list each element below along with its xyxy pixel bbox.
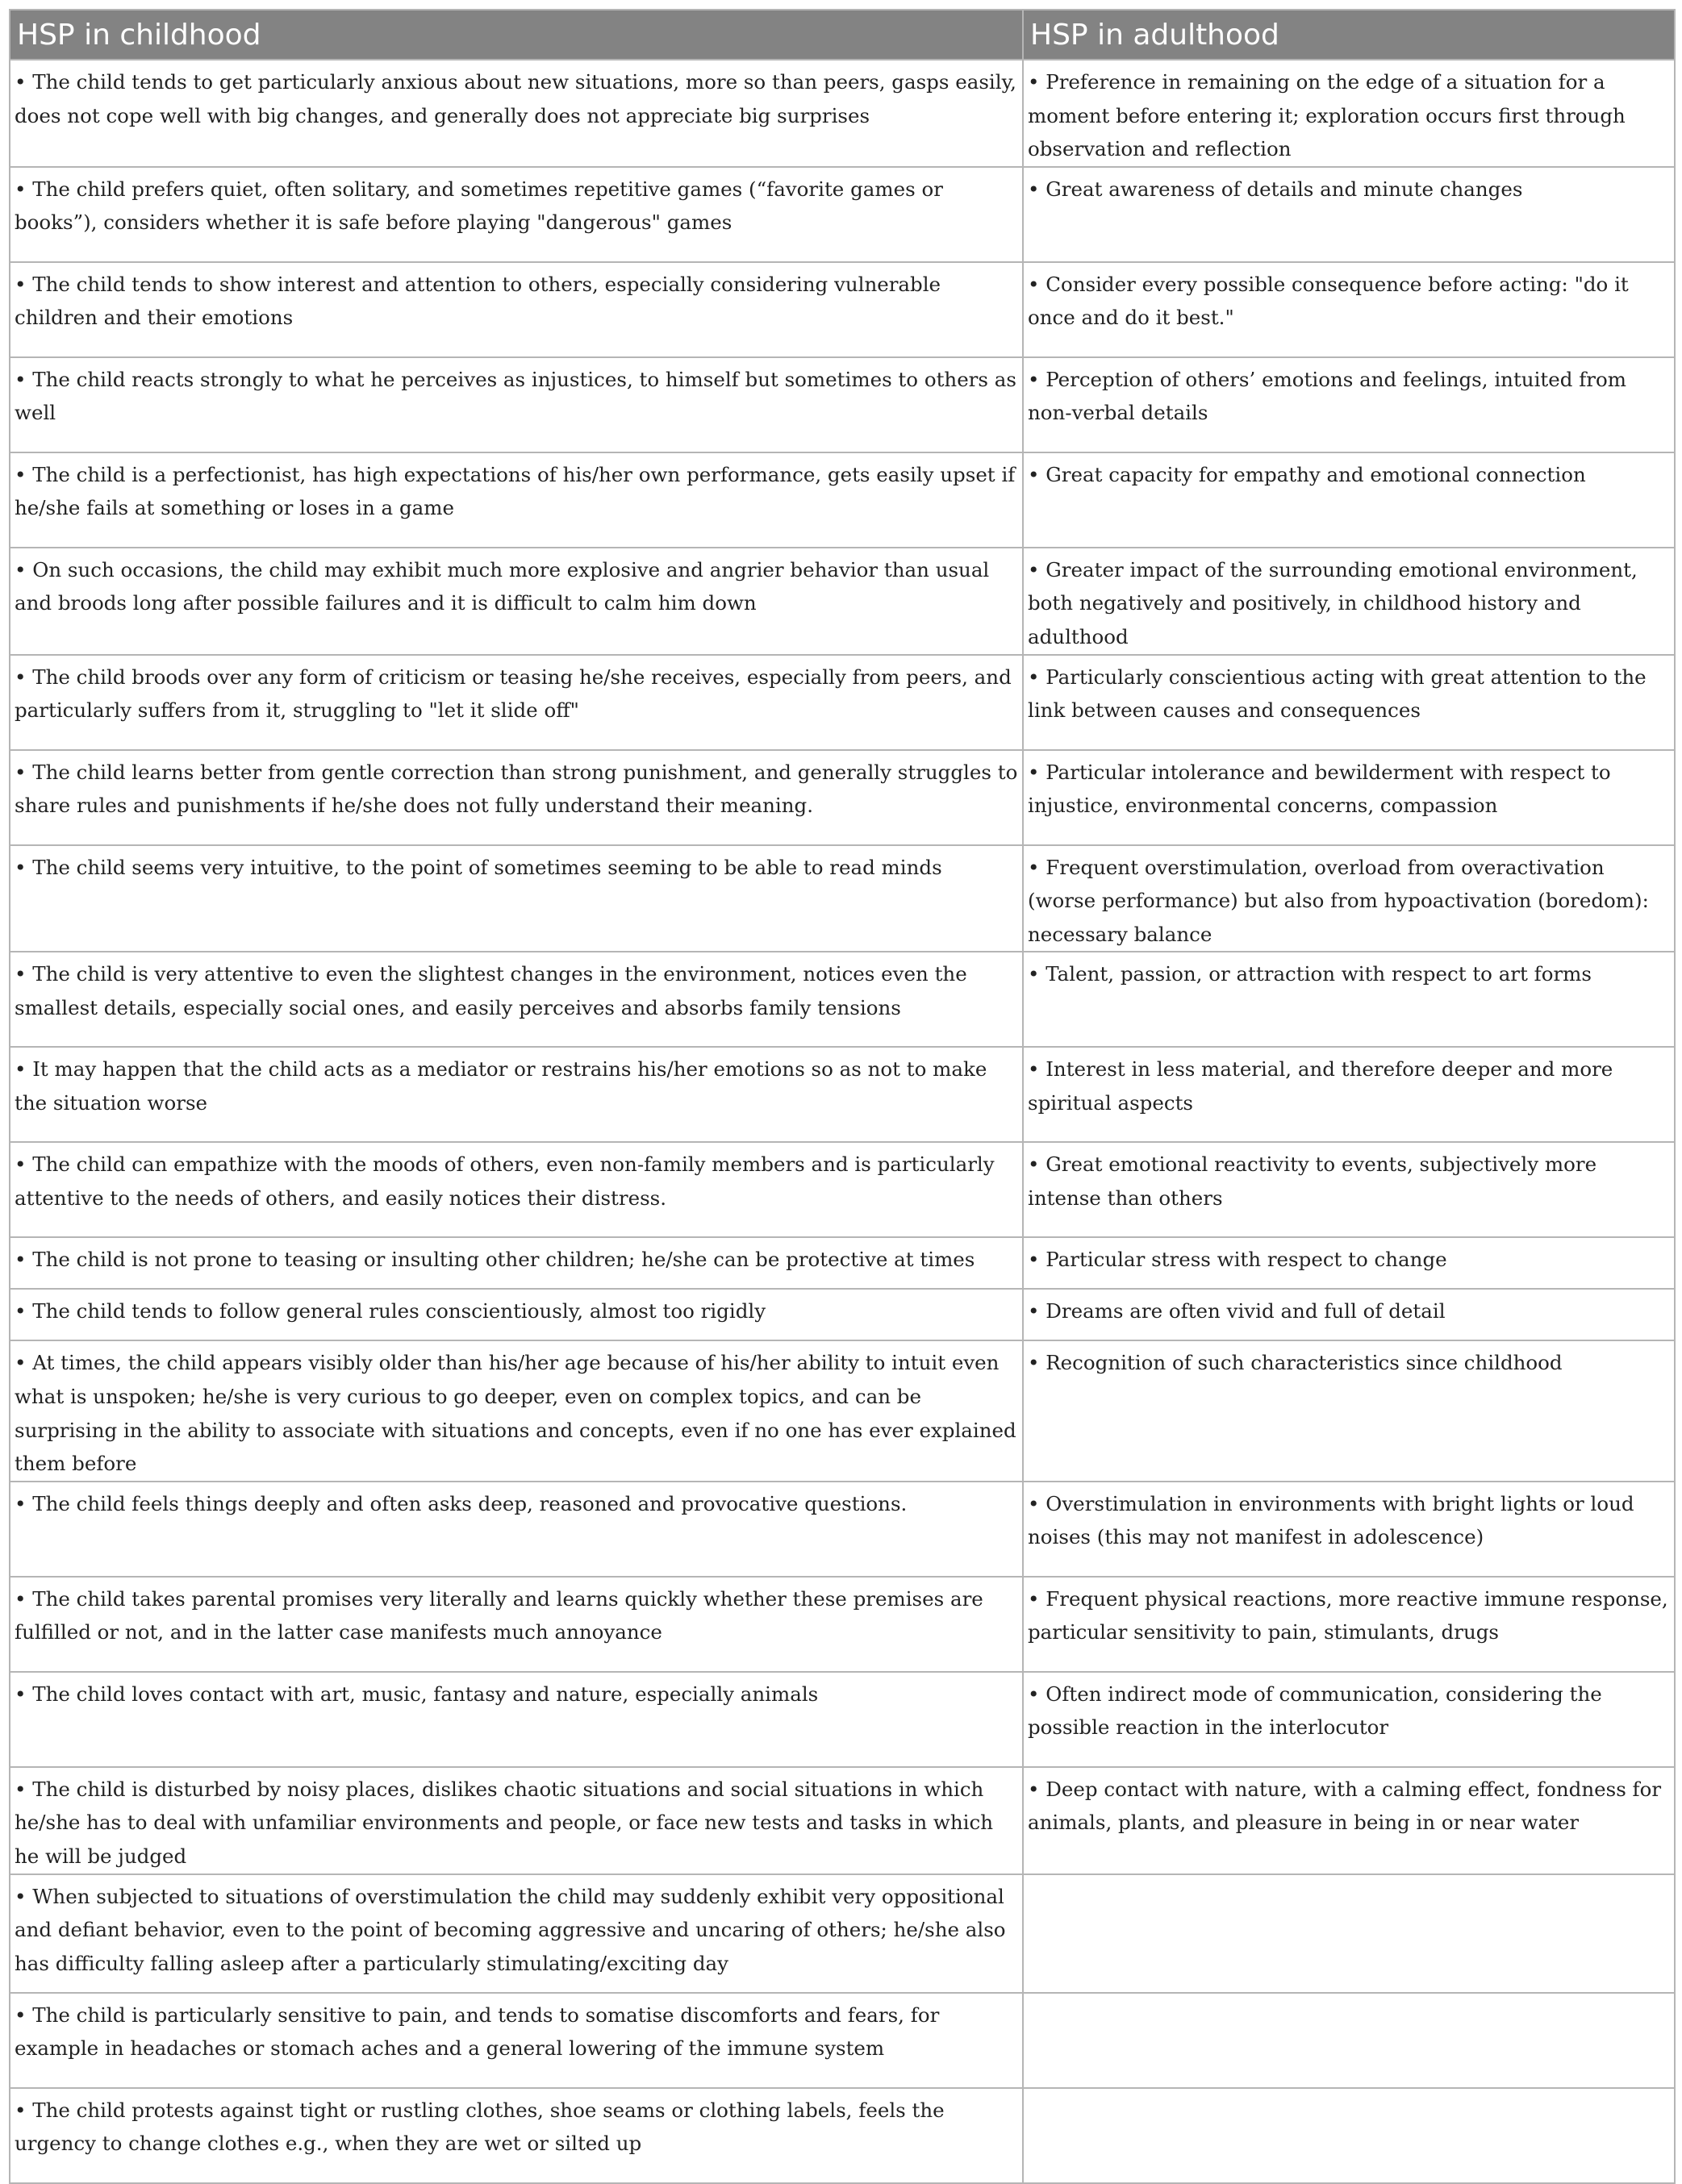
adulthood-cell: [1023, 1874, 1675, 1993]
childhood-cell: • The child takes parental promises very literally and learns quickly whether these premises are fulfilled or not, and in the latter case manifests much annoyance: [10, 1577, 1023, 1672]
adulthood-cell: • Frequent physical reactions, more reactive immune response, particular sensitivity to pain, stimulants, drugs: [1023, 1577, 1675, 1672]
childhood-cell: • The child tends to show interest and attention to others, especially considering vulnerable children and their emotions: [10, 262, 1023, 357]
adulthood-cell: • Particularly conscientious acting with great attention to the link between causes and consequences: [1023, 655, 1675, 750]
adulthood-cell: • Recognition of such characteristics since childhood: [1023, 1340, 1675, 1481]
adulthood-cell: • Talent, passion, or attraction with respect to art forms: [1023, 952, 1675, 1047]
childhood-cell: • When subjected to situations of overstimulation the child may suddenly exhibit very oppositional and defiant behavior, even to the point of becoming aggressive and uncaring of others; he/she also has difficulty falling asleep after a particularly stimulating/exciting day: [10, 1874, 1023, 1993]
adulthood-cell: • Consider every possible consequence before acting: "do it once and do it best.": [1023, 262, 1675, 357]
table-row: [10, 548, 1675, 655]
adulthood-cell: • Particular intolerance and bewilderment with respect to injustice, environmental concerns, compassion: [1023, 750, 1675, 845]
table-row: [10, 1767, 1675, 1874]
childhood-cell: • The child seems very intuitive, to the point of sometimes seeming to be able to read minds: [10, 845, 1023, 952]
table-row: [10, 1482, 1675, 1577]
childhood-cell: • The child is a perfectionist, has high expectations of his/her own performance, gets easily upset if he/she fails at something or loses in a game: [10, 452, 1023, 548]
childhood-cell: • The child reacts strongly to what he perceives as injustices, to himself but sometimes to others as well: [10, 357, 1023, 452]
table-row: [10, 1142, 1675, 1237]
adulthood-cell: • Deep contact with nature, with a calming effect, fondness for animals, plants, and pleasure in being in or near water: [1023, 1767, 1675, 1874]
adulthood-cell: • Overstimulation in environments with bright lights or loud noises (this may not manifest in adolescence): [1023, 1482, 1675, 1577]
childhood-cell: • The child protests against tight or rustling clothes, shoe seams or clothing labels, feels the urgency to change clothes e.g., when they are wet or silted up: [10, 2088, 1023, 2183]
adulthood-cell: • Perception of others’ emotions and feelings, intuited from non-verbal details: [1023, 357, 1675, 452]
adulthood-cell: [1023, 1993, 1675, 2088]
childhood-cell: • The child tends to follow general rules conscientiously, almost too rigidly: [10, 1289, 1023, 1340]
table-row: [10, 655, 1675, 750]
adulthood-cell: • Greater impact of the surrounding emotional environment, both negatively and positively, in childhood history and adulthood: [1023, 548, 1675, 655]
childhood-cell: • The child prefers quiet, often solitary, and sometimes repetitive games (“favorite games or books”), considers whether it is safe before playing "dangerous" games: [10, 167, 1023, 262]
header-row: [10, 10, 1675, 60]
table-row: [10, 1577, 1675, 1672]
table-row: [10, 1672, 1675, 1767]
childhood-cell: • The child is very attentive to even the slightest changes in the environment, notices even the smallest details, especially social ones, and easily perceives and absorbs family tensions: [10, 952, 1023, 1047]
childhood-cell: • It may happen that the child acts as a mediator or restrains his/her emotions so as not to make the situation worse: [10, 1047, 1023, 1142]
adulthood-cell: • Frequent overstimulation, overload from overactivation (worse performance) but also from hypoactivation (boredom): necessary balance: [1023, 845, 1675, 952]
hsp-table-container: [9, 9, 1674, 2184]
adulthood-cell: • Interest in less material, and therefore deeper and more spiritual aspects: [1023, 1047, 1675, 1142]
adulthood-cell: [1023, 2088, 1675, 2183]
header-childhood: HSP in childhood: [10, 10, 1023, 60]
adulthood-cell: • Particular stress with respect to change: [1023, 1237, 1675, 1289]
childhood-cell: • On such occasions, the child may exhibit much more explosive and angrier behavior than usual and broods long after possible failures and it is difficult to calm him down: [10, 548, 1023, 655]
table-row: [10, 1993, 1675, 2088]
adulthood-cell: • Preference in remaining on the edge of a situation for a moment before entering it; exploration occurs first through observation and reflection: [1023, 60, 1675, 167]
table-row: [10, 262, 1675, 357]
childhood-cell: • The child can empathize with the moods of others, even non-family members and is particularly attentive to the needs of others, and easily notices their distress.: [10, 1142, 1023, 1237]
childhood-cell: • The child is not prone to teasing or insulting other children; he/she can be protective at times: [10, 1237, 1023, 1289]
table-row: [10, 1237, 1675, 1289]
table-row: [10, 357, 1675, 452]
table-row: [10, 1047, 1675, 1142]
table-row: [10, 750, 1675, 845]
table-row: [10, 2088, 1675, 2183]
childhood-cell: • The child is disturbed by noisy places, dislikes chaotic situations and social situations in which he/she has to deal with unfamiliar environments and people, or face new tests and tasks in which he will be judged: [10, 1767, 1023, 1874]
table-row: [10, 167, 1675, 262]
adulthood-cell: • Often indirect mode of communication, considering the possible reaction in the interlocutor: [1023, 1672, 1675, 1767]
childhood-cell: • At times, the child appears visibly older than his/her age because of his/her ability to intuit even what is unspoken; he/she is very curious to go deeper, even on complex topics, and can be surprising in the ability to associate with situations and concepts, even if no one has ever explained them before: [10, 1340, 1023, 1481]
table-row: [10, 845, 1675, 952]
childhood-cell: • The child learns better from gentle correction than strong punishment, and generally struggles to share rules and punishments if he/she does not fully understand their meaning.: [10, 750, 1023, 845]
table-row: [10, 452, 1675, 548]
childhood-cell: • The child broods over any form of criticism or teasing he/she receives, especially from peers, and particularly suffers from it, struggling to "let it slide off": [10, 655, 1023, 750]
adulthood-cell: • Great awareness of details and minute changes: [1023, 167, 1675, 262]
childhood-cell: • The child tends to get particularly anxious about new situations, more so than peers, gasps easily, does not cope well with big changes, and generally does not appreciate big surprises: [10, 60, 1023, 167]
hsp-comparison-table: [9, 9, 1676, 2184]
childhood-cell: • The child loves contact with art, music, fantasy and nature, especially animals: [10, 1672, 1023, 1767]
table-row: [10, 1340, 1675, 1481]
table-row: [10, 1289, 1675, 1340]
adulthood-cell: • Dreams are often vivid and full of detail: [1023, 1289, 1675, 1340]
adulthood-cell: • Great emotional reactivity to events, subjectively more intense than others: [1023, 1142, 1675, 1237]
table-row: [10, 60, 1675, 167]
childhood-cell: • The child feels things deeply and often asks deep, reasoned and provocative questions.: [10, 1482, 1023, 1577]
header-adulthood: HSP in adulthood: [1023, 10, 1675, 60]
childhood-cell: • The child is particularly sensitive to pain, and tends to somatise discomforts and fears, for example in headaches or stomach aches and a general lowering of the immune system: [10, 1993, 1023, 2088]
table-row: [10, 1874, 1675, 1993]
table-row: [10, 952, 1675, 1047]
adulthood-cell: • Great capacity for empathy and emotional connection: [1023, 452, 1675, 548]
